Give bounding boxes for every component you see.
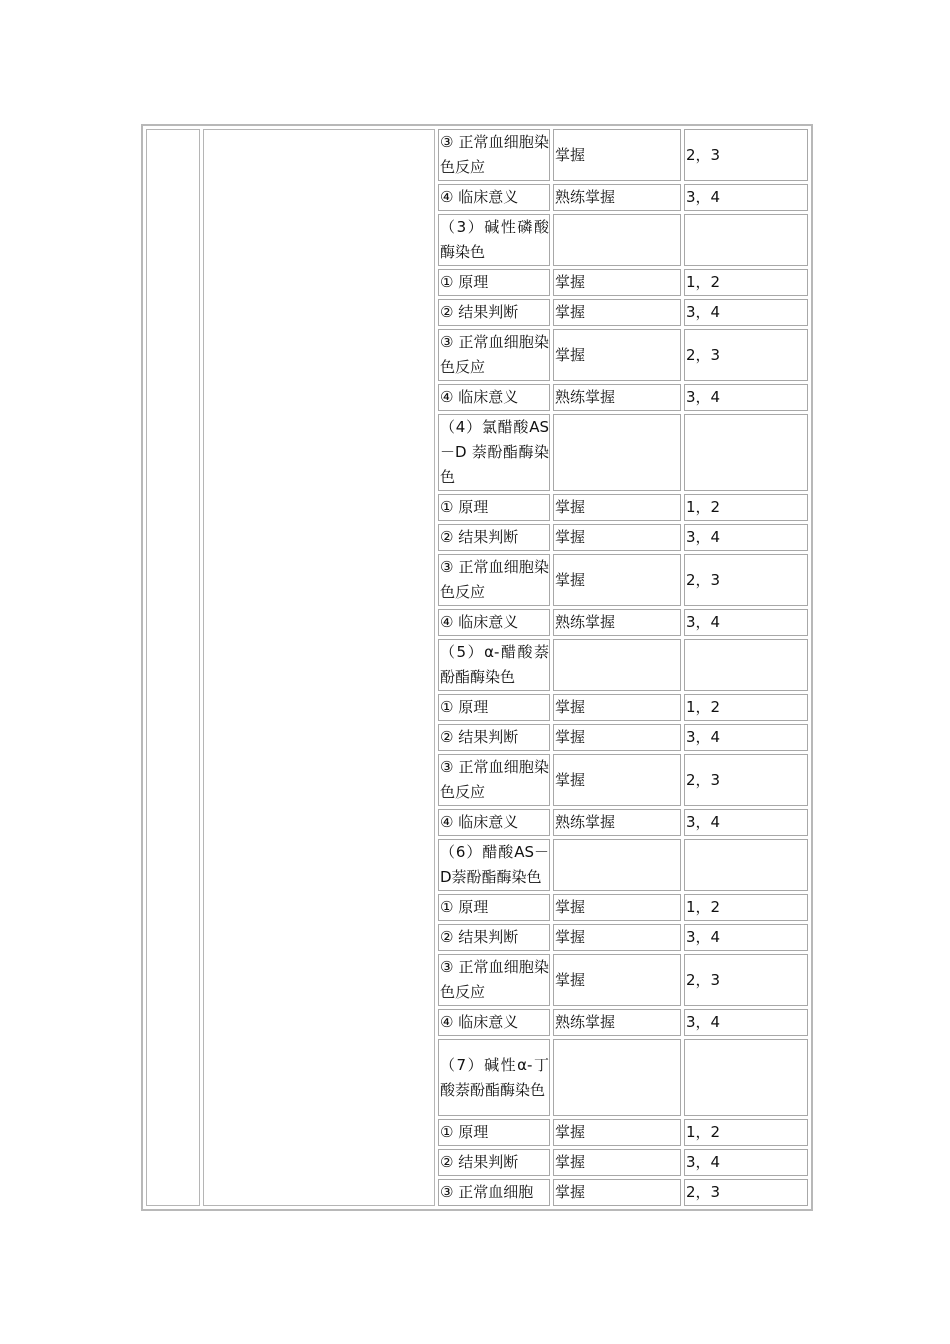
level-cell: 熟练掌握	[553, 609, 681, 636]
hours-cell: 3，4	[684, 609, 808, 636]
level-cell: 掌握	[553, 1179, 681, 1206]
item-cell: ④ 临床意义	[438, 384, 550, 411]
hours-cell: 1，2	[684, 1119, 808, 1146]
level-cell	[553, 414, 681, 491]
level-cell: 熟练掌握	[553, 384, 681, 411]
level-cell: 掌握	[553, 524, 681, 551]
level-cell: 掌握	[553, 694, 681, 721]
item-cell: ③ 正常血细胞染色反应	[438, 329, 550, 381]
level-cell	[553, 639, 681, 691]
level-cell: 掌握	[553, 129, 681, 181]
item-cell: ③ 正常血细胞染色反应	[438, 754, 550, 806]
item-cell: ① 原理	[438, 1119, 550, 1146]
hours-cell: 2，3	[684, 1179, 808, 1206]
hours-cell: 3，4	[684, 524, 808, 551]
item-cell: （7）碱性α-丁酸萘酚酯酶染色	[438, 1039, 550, 1116]
level-cell: 掌握	[553, 269, 681, 296]
item-cell: ③ 正常血细胞染色反应	[438, 954, 550, 1006]
level-cell: 掌握	[553, 1119, 681, 1146]
hours-cell: 3，4	[684, 1009, 808, 1036]
level-cell	[553, 1039, 681, 1116]
item-cell: ② 结果判断	[438, 524, 550, 551]
content-cell	[203, 129, 435, 1206]
item-cell: ② 结果判断	[438, 924, 550, 951]
hours-cell: 3，4	[684, 809, 808, 836]
item-cell: ④ 临床意义	[438, 809, 550, 836]
level-cell	[553, 214, 681, 266]
item-cell: （5）α-醋酸萘酚酯酶染色	[438, 639, 550, 691]
level-cell: 掌握	[553, 1149, 681, 1176]
item-cell: ① 原理	[438, 269, 550, 296]
table-body	[146, 129, 808, 1206]
item-cell: ② 结果判断	[438, 724, 550, 751]
item-cell: ② 结果判断	[438, 299, 550, 326]
level-cell: 掌握	[553, 894, 681, 921]
hours-cell: 2，3	[684, 954, 808, 1006]
hours-cell	[684, 639, 808, 691]
hours-cell: 3，4	[684, 384, 808, 411]
level-cell: 熟练掌握	[553, 809, 681, 836]
level-cell: 掌握	[553, 724, 681, 751]
hours-cell: 1，2	[684, 694, 808, 721]
hours-cell	[684, 414, 808, 491]
hours-cell: 1，2	[684, 894, 808, 921]
item-cell: （4）氯醋酸AS－D 萘酚酯酶染色	[438, 414, 550, 491]
item-cell: ③ 正常血细胞染色反应	[438, 554, 550, 606]
hours-cell	[684, 214, 808, 266]
level-cell: 熟练掌握	[553, 184, 681, 211]
level-cell: 掌握	[553, 954, 681, 1006]
hours-cell: 3，4	[684, 299, 808, 326]
hours-cell: 3，4	[684, 1149, 808, 1176]
level-cell: 掌握	[553, 329, 681, 381]
item-cell: ③ 正常血细胞	[438, 1179, 550, 1206]
hours-cell: 2，3	[684, 554, 808, 606]
item-cell: ③ 正常血细胞染色反应	[438, 129, 550, 181]
hours-cell	[684, 1039, 808, 1116]
hours-cell: 3，4	[684, 924, 808, 951]
level-cell: 掌握	[553, 494, 681, 521]
hours-cell: 1，2	[684, 494, 808, 521]
hours-cell: 2，3	[684, 754, 808, 806]
item-cell: ② 结果判断	[438, 1149, 550, 1176]
hours-cell: 1，2	[684, 269, 808, 296]
syllabus-table	[141, 124, 813, 1211]
level-cell: 掌握	[553, 924, 681, 951]
hours-cell: 3，4	[684, 724, 808, 751]
item-cell: （6）醋酸AS－D萘酚酯酶染色	[438, 839, 550, 891]
level-cell: 掌握	[553, 299, 681, 326]
item-cell: ① 原理	[438, 694, 550, 721]
item-cell: ④ 临床意义	[438, 184, 550, 211]
item-cell: ④ 临床意义	[438, 1009, 550, 1036]
item-cell: ④ 临床意义	[438, 609, 550, 636]
level-cell	[553, 839, 681, 891]
level-cell: 掌握	[553, 554, 681, 606]
category-cell	[146, 129, 200, 1206]
item-cell: （3）碱性磷酸酶染色	[438, 214, 550, 266]
item-cell: ① 原理	[438, 894, 550, 921]
hours-cell: 2，3	[684, 329, 808, 381]
level-cell: 熟练掌握	[553, 1009, 681, 1036]
hours-cell	[684, 839, 808, 891]
level-cell: 掌握	[553, 754, 681, 806]
item-cell: ① 原理	[438, 494, 550, 521]
hours-cell: 2，3	[684, 129, 808, 181]
hours-cell: 3，4	[684, 184, 808, 211]
table-row	[146, 129, 808, 181]
